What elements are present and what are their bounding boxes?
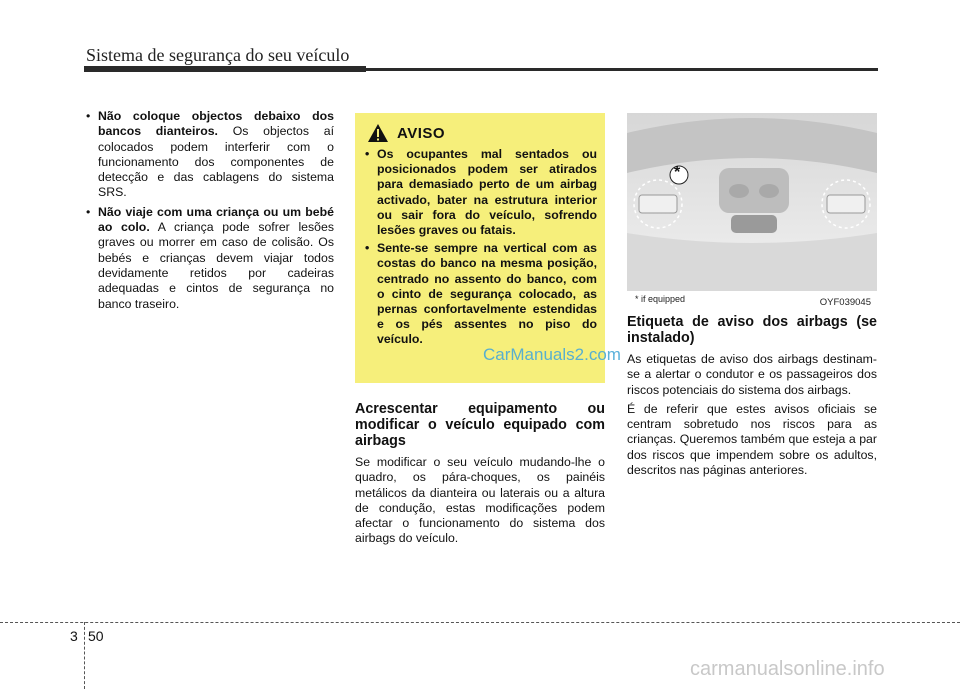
section-title: Etiqueta de aviso dos airbags (se instalado) [627, 314, 877, 346]
warning-box [355, 113, 605, 383]
right-section [627, 314, 877, 482]
bullet-text: A criança pode sofrer lesões graves ou morrer em caso de colisão. Os bebés e crianças devem viajar todos devidamente retidos por cadeiras adequadas e cintos de segurança no banco traseiro. [98, 220, 334, 311]
warning-triangle-icon [367, 123, 389, 143]
paragraph: É de referir que estes avisos oficiais se centram sobretudo nos riscos para as crianças. Queremos também que esteja a par dos riscos que impendem sobre os adultos, descritos nas páginas anteriores. [627, 401, 877, 478]
paragraph: Se modificar o seu veículo mudando-lhe o quadro, os pára-choques, os painéis metálicos da dianteira ou laterais ou a altura de condução, estas modificações podem afectar o funcionamento do sistema dos airbags do veículo. [355, 455, 605, 546]
footer-vertical-divider [84, 622, 85, 689]
airbag-label-photo [627, 113, 877, 311]
header-rule [84, 68, 878, 71]
section-title: Acrescentar equipamento ou modificar o veículo equipado com airbags [355, 401, 605, 449]
page-number: 50 [88, 628, 104, 644]
photo-asterisk-marker: * [674, 164, 681, 181]
warning-list [365, 147, 597, 351]
bullet-bold-text: Não viaje com uma criança ou um bebé ao colo. [98, 204, 334, 235]
left-column [86, 109, 334, 316]
bullet-bold-text: Não coloque objectos debaixo dos bancos dianteiros. [98, 109, 334, 139]
photo-caption-left: * if equipped [635, 294, 686, 304]
paragraph: As etiquetas de aviso dos airbags destinam-se a alertar o condutor e os passageiros dos riscos potenciais do sistema dos airbags. [627, 352, 877, 397]
list-item: • Sente-se sempre na vertical com as costas do banco na mesma posição, centrado no assento do banco, com o cinto de segurança colocado, as pernas confortavelmente estendidas e os pés assentes no piso do veículo. [365, 241, 597, 347]
chapter-number: 3 [70, 628, 78, 644]
footer-site-watermark: carmanualsonline.info [690, 658, 885, 680]
bullet-text: Os objectos aí colocados podem interferir com o funcionamento dos componentes de detecção e das cablagens do sistema SRS. [98, 124, 334, 200]
page-header-title: Sistema de segurança do seu veículo [86, 45, 350, 65]
list-item: • Os ocupantes mal sentados ou posicionados podem ser atirados para demasiado perto de um airbag activado, bater na estrutura interior ou sair fora do veículo, sofrendo lesões graves ou fatais. [365, 147, 597, 238]
list-item [86, 109, 334, 201]
photo-code: OYF039045 [819, 297, 871, 308]
warning-header [367, 123, 445, 143]
list-item [86, 205, 334, 312]
warning-title: AVISO [397, 124, 446, 142]
watermark: CarManuals2.com [483, 345, 621, 364]
footer-divider [0, 622, 960, 623]
headliner-illustration [627, 113, 877, 291]
middle-section [355, 401, 605, 551]
